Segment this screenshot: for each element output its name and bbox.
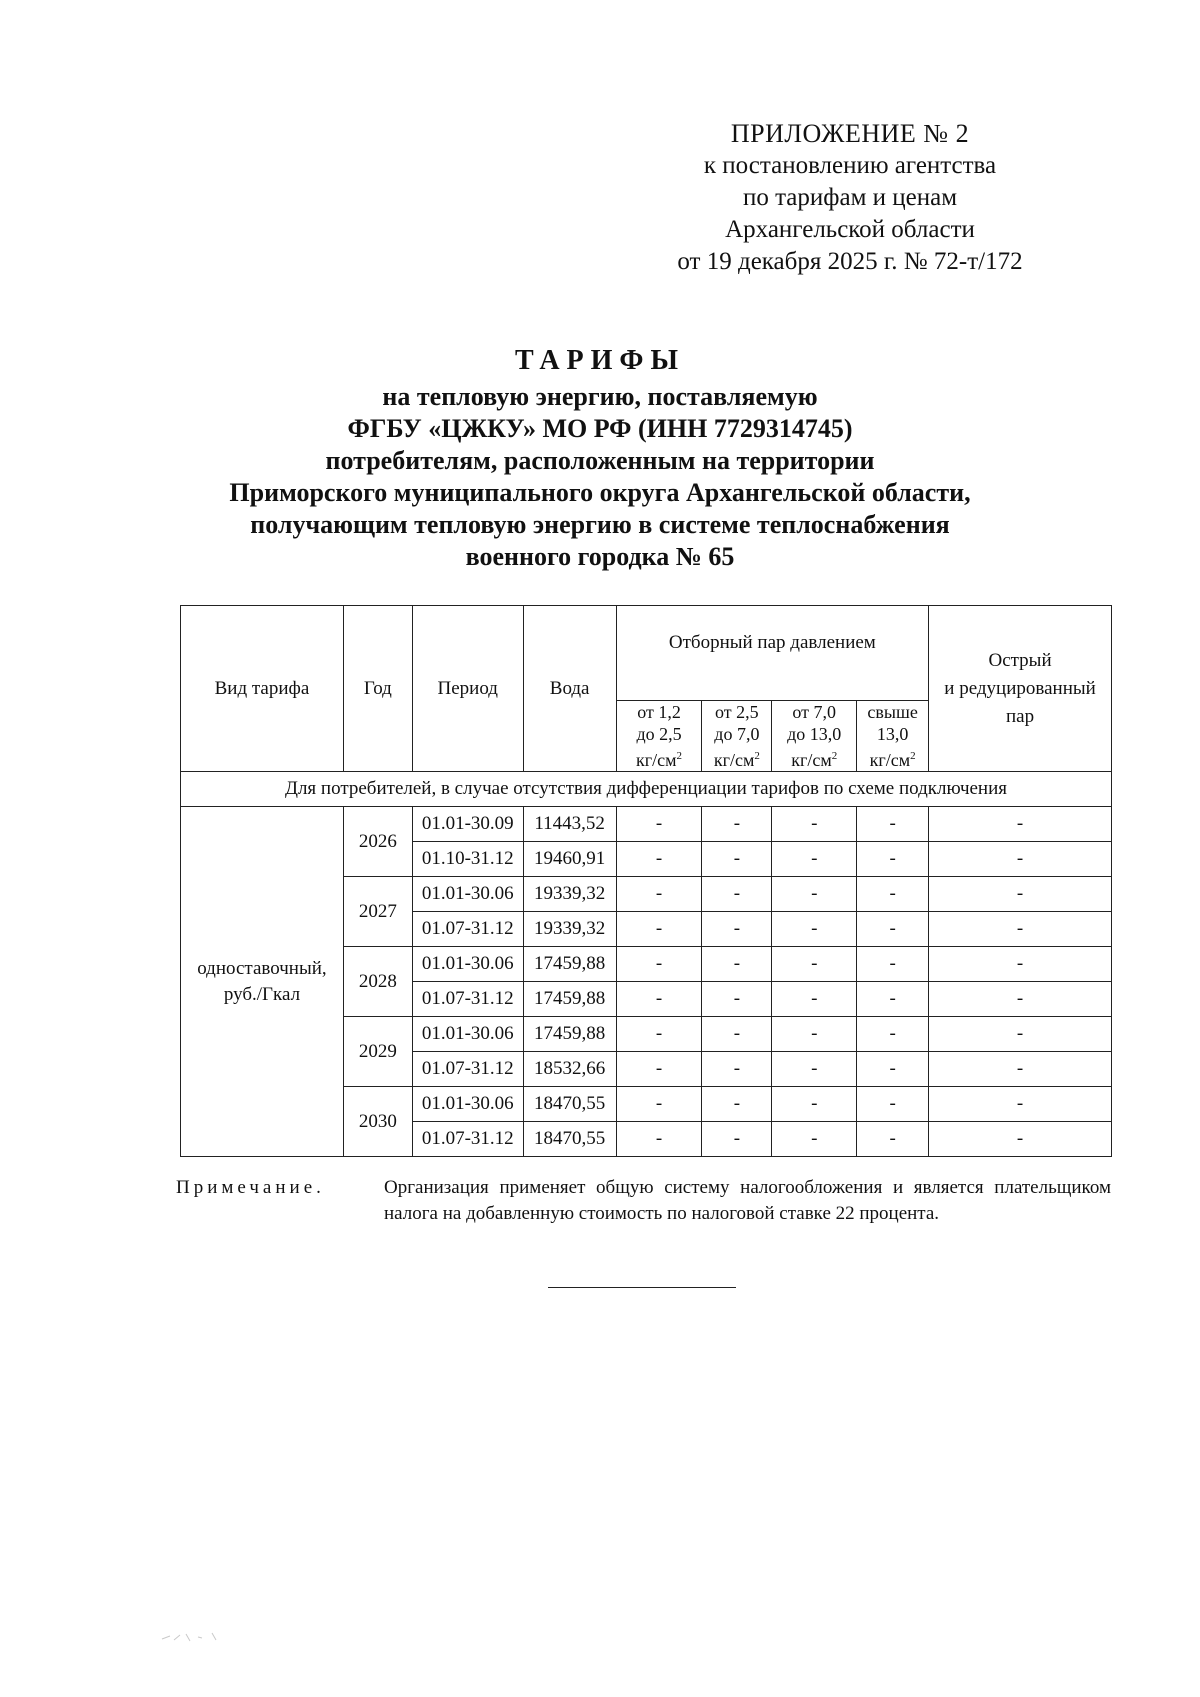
unit-exponent: 2: [831, 750, 838, 762]
steam-p4-cell: -: [857, 1087, 929, 1122]
tariff-table: [180, 605, 1112, 1157]
sharp-steam-cell: -: [929, 1122, 1112, 1157]
water-cell: 19460,91: [523, 842, 616, 877]
note-text: Организация применяет общую систему налогообложения и является плательщиком налога на добавленную стоимость по налоговой ставке 22 процента.: [384, 1177, 1111, 1224]
steam-p4-cell: -: [857, 1017, 929, 1052]
water-cell: 17459,88: [523, 982, 616, 1017]
steam-p3-cell: -: [772, 947, 857, 982]
steam-p4-cell: -: [857, 982, 929, 1017]
steam-p4-cell: -: [857, 877, 929, 912]
title-line: на тепловую энергию, поставляемую: [382, 382, 818, 411]
year-cell: 2029: [343, 1017, 412, 1087]
steam-p4-cell: -: [857, 1122, 929, 1157]
table-row: [181, 807, 1112, 842]
pressure-to: до 2,5: [636, 724, 682, 744]
unit-exponent: 2: [676, 750, 683, 762]
pressure-unit: кг/см: [791, 750, 832, 770]
steam-p1-cell: -: [616, 842, 702, 877]
period-cell: 01.07-31.12: [412, 1122, 523, 1157]
steam-p3-cell: -: [772, 912, 857, 947]
title-line: получающим тепловую энергию в системе теплоснабжения: [250, 510, 950, 539]
sharp-steam-cell: -: [929, 877, 1112, 912]
section-row: Для потребителей, в случае отсутствия дифференциации тарифов по схеме подключения: [181, 772, 1112, 807]
period-cell: 01.01-30.06: [412, 1087, 523, 1122]
sharp-steam-cell: -: [929, 807, 1112, 842]
steam-p4-cell: -: [857, 807, 929, 842]
header-year: Год: [343, 606, 412, 772]
appendix-line: к постановлению агентства: [703, 152, 997, 179]
year-cell: 2027: [343, 877, 412, 947]
steam-p1-cell: -: [616, 877, 702, 912]
steam-p1-cell: -: [616, 1122, 702, 1157]
water-cell: 17459,88: [523, 1017, 616, 1052]
header-pressure-1: [616, 701, 702, 772]
steam-p1-cell: -: [616, 1052, 702, 1087]
title-main: ТАРИФЫ: [515, 345, 685, 376]
water-cell: 18532,66: [523, 1052, 616, 1087]
steam-p1-cell: -: [616, 1087, 702, 1122]
steam-p1-cell: -: [616, 807, 702, 842]
end-divider: [548, 1287, 736, 1288]
steam-p4-cell: -: [857, 947, 929, 982]
steam-p4-cell: -: [857, 1052, 929, 1087]
year-cell: 2026: [343, 807, 412, 877]
pressure-from: свыше: [867, 702, 918, 722]
steam-p1-cell: -: [616, 1017, 702, 1052]
title-line: потребителям, расположенным на территории: [325, 446, 875, 475]
header-pressure-4: [857, 701, 929, 772]
steam-p1-cell: -: [616, 912, 702, 947]
appendix-line: Архангельской области: [725, 216, 975, 243]
steam-p4-cell: -: [857, 842, 929, 877]
unit-exponent: 2: [754, 750, 760, 762]
period-cell: 01.01-30.06: [412, 947, 523, 982]
period-cell: 01.07-31.12: [412, 982, 523, 1017]
sharp-steam-cell: -: [929, 1087, 1112, 1122]
steam-p3-cell: -: [772, 1087, 857, 1122]
header-sharp-line: и редуцированный: [944, 677, 1096, 699]
sharp-steam-cell: -: [929, 947, 1112, 982]
steam-p3-cell: -: [772, 1052, 857, 1087]
tariff-kind-cell: [181, 807, 344, 1157]
steam-p2-cell: -: [702, 842, 772, 877]
sharp-steam-cell: -: [929, 912, 1112, 947]
period-cell: 01.07-31.12: [412, 912, 523, 947]
water-cell: 18470,55: [523, 1087, 616, 1122]
appendix-line: по тарифам и ценам: [742, 184, 958, 211]
header-sharp-line: пар: [1005, 705, 1035, 727]
year-cell: 2028: [343, 947, 412, 1017]
header-sharp-line: Острый: [988, 649, 1052, 671]
pressure-to: до 13,0: [787, 724, 842, 744]
pressure-to: до 7,0: [714, 724, 760, 744]
pressure-unit: кг/см: [636, 750, 677, 770]
appendix-number: ПРИЛОЖЕНИЕ № 2: [730, 119, 970, 148]
water-cell: 18470,55: [523, 1122, 616, 1157]
steam-p3-cell: -: [772, 982, 857, 1017]
steam-p2-cell: -: [702, 807, 772, 842]
period-cell: 01.01-30.09: [412, 807, 523, 842]
steam-p3-cell: -: [772, 877, 857, 912]
steam-p3-cell: -: [772, 1017, 857, 1052]
water-cell: 11443,52: [523, 807, 616, 842]
sharp-steam-cell: -: [929, 982, 1112, 1017]
water-cell: 17459,88: [523, 947, 616, 982]
sharp-steam-cell: -: [929, 1017, 1112, 1052]
steam-p3-cell: -: [772, 1122, 857, 1157]
steam-p2-cell: -: [702, 1052, 772, 1087]
document-title: [150, 345, 1050, 573]
sharp-steam-cell: -: [929, 842, 1112, 877]
appendix-header: [640, 118, 1060, 278]
header-sharp-steam: [929, 606, 1112, 772]
steam-p2-cell: -: [702, 912, 772, 947]
year-cell: 2030: [343, 1087, 412, 1157]
header-period: Период: [412, 606, 523, 772]
period-cell: 01.07-31.12: [412, 1052, 523, 1087]
pressure-unit: кг/см: [869, 750, 911, 770]
period-cell: 01.01-30.06: [412, 1017, 523, 1052]
sharp-steam-cell: -: [929, 1052, 1112, 1087]
steam-p2-cell: -: [702, 1087, 772, 1122]
steam-p2-cell: -: [702, 982, 772, 1017]
pressure-to: 13,0: [876, 724, 909, 744]
period-cell: 01.01-30.06: [412, 877, 523, 912]
period-cell: 01.10-31.12: [412, 842, 523, 877]
steam-p3-cell: -: [772, 842, 857, 877]
steam-p2-cell: -: [702, 947, 772, 982]
steam-p4-cell: -: [857, 912, 929, 947]
tariff-kind: одноставочный,: [197, 957, 327, 979]
steam-p2-cell: -: [702, 877, 772, 912]
steam-p1-cell: -: [616, 982, 702, 1017]
header-steam-group: Отборный пар давлением: [616, 606, 928, 701]
pressure-from: от 1,2: [637, 702, 681, 722]
tariff-unit: руб./Гкал: [223, 983, 301, 1005]
steam-p1-cell: -: [616, 947, 702, 982]
header-pressure-2: [702, 701, 772, 772]
water-cell: 19339,32: [523, 912, 616, 947]
header-pressure-3: [772, 701, 857, 772]
title-line: Приморского муниципального округа Архангельской области,: [229, 478, 971, 507]
note-label: Примечание.: [176, 1177, 325, 1198]
pressure-from: от 2,5: [715, 702, 759, 722]
water-cell: 19339,32: [523, 877, 616, 912]
title-line: ФГБУ «ЦЖКУ» МО РФ (ИНН 7729314745): [347, 414, 853, 443]
unit-exponent: 2: [910, 750, 916, 762]
pressure-from: от 7,0: [792, 702, 837, 722]
steam-p3-cell: -: [772, 807, 857, 842]
appendix-date-number: от 19 декабря 2025 г. № 72-т/172: [677, 248, 1023, 275]
steam-p2-cell: -: [702, 1122, 772, 1157]
pressure-unit: кг/см: [713, 750, 755, 770]
header-water: Вода: [523, 606, 616, 772]
title-line: военного городка № 65: [465, 542, 735, 571]
scan-speckle: [160, 1630, 250, 1644]
header-kind: Вид тарифа: [181, 606, 344, 772]
steam-p2-cell: -: [702, 1017, 772, 1052]
